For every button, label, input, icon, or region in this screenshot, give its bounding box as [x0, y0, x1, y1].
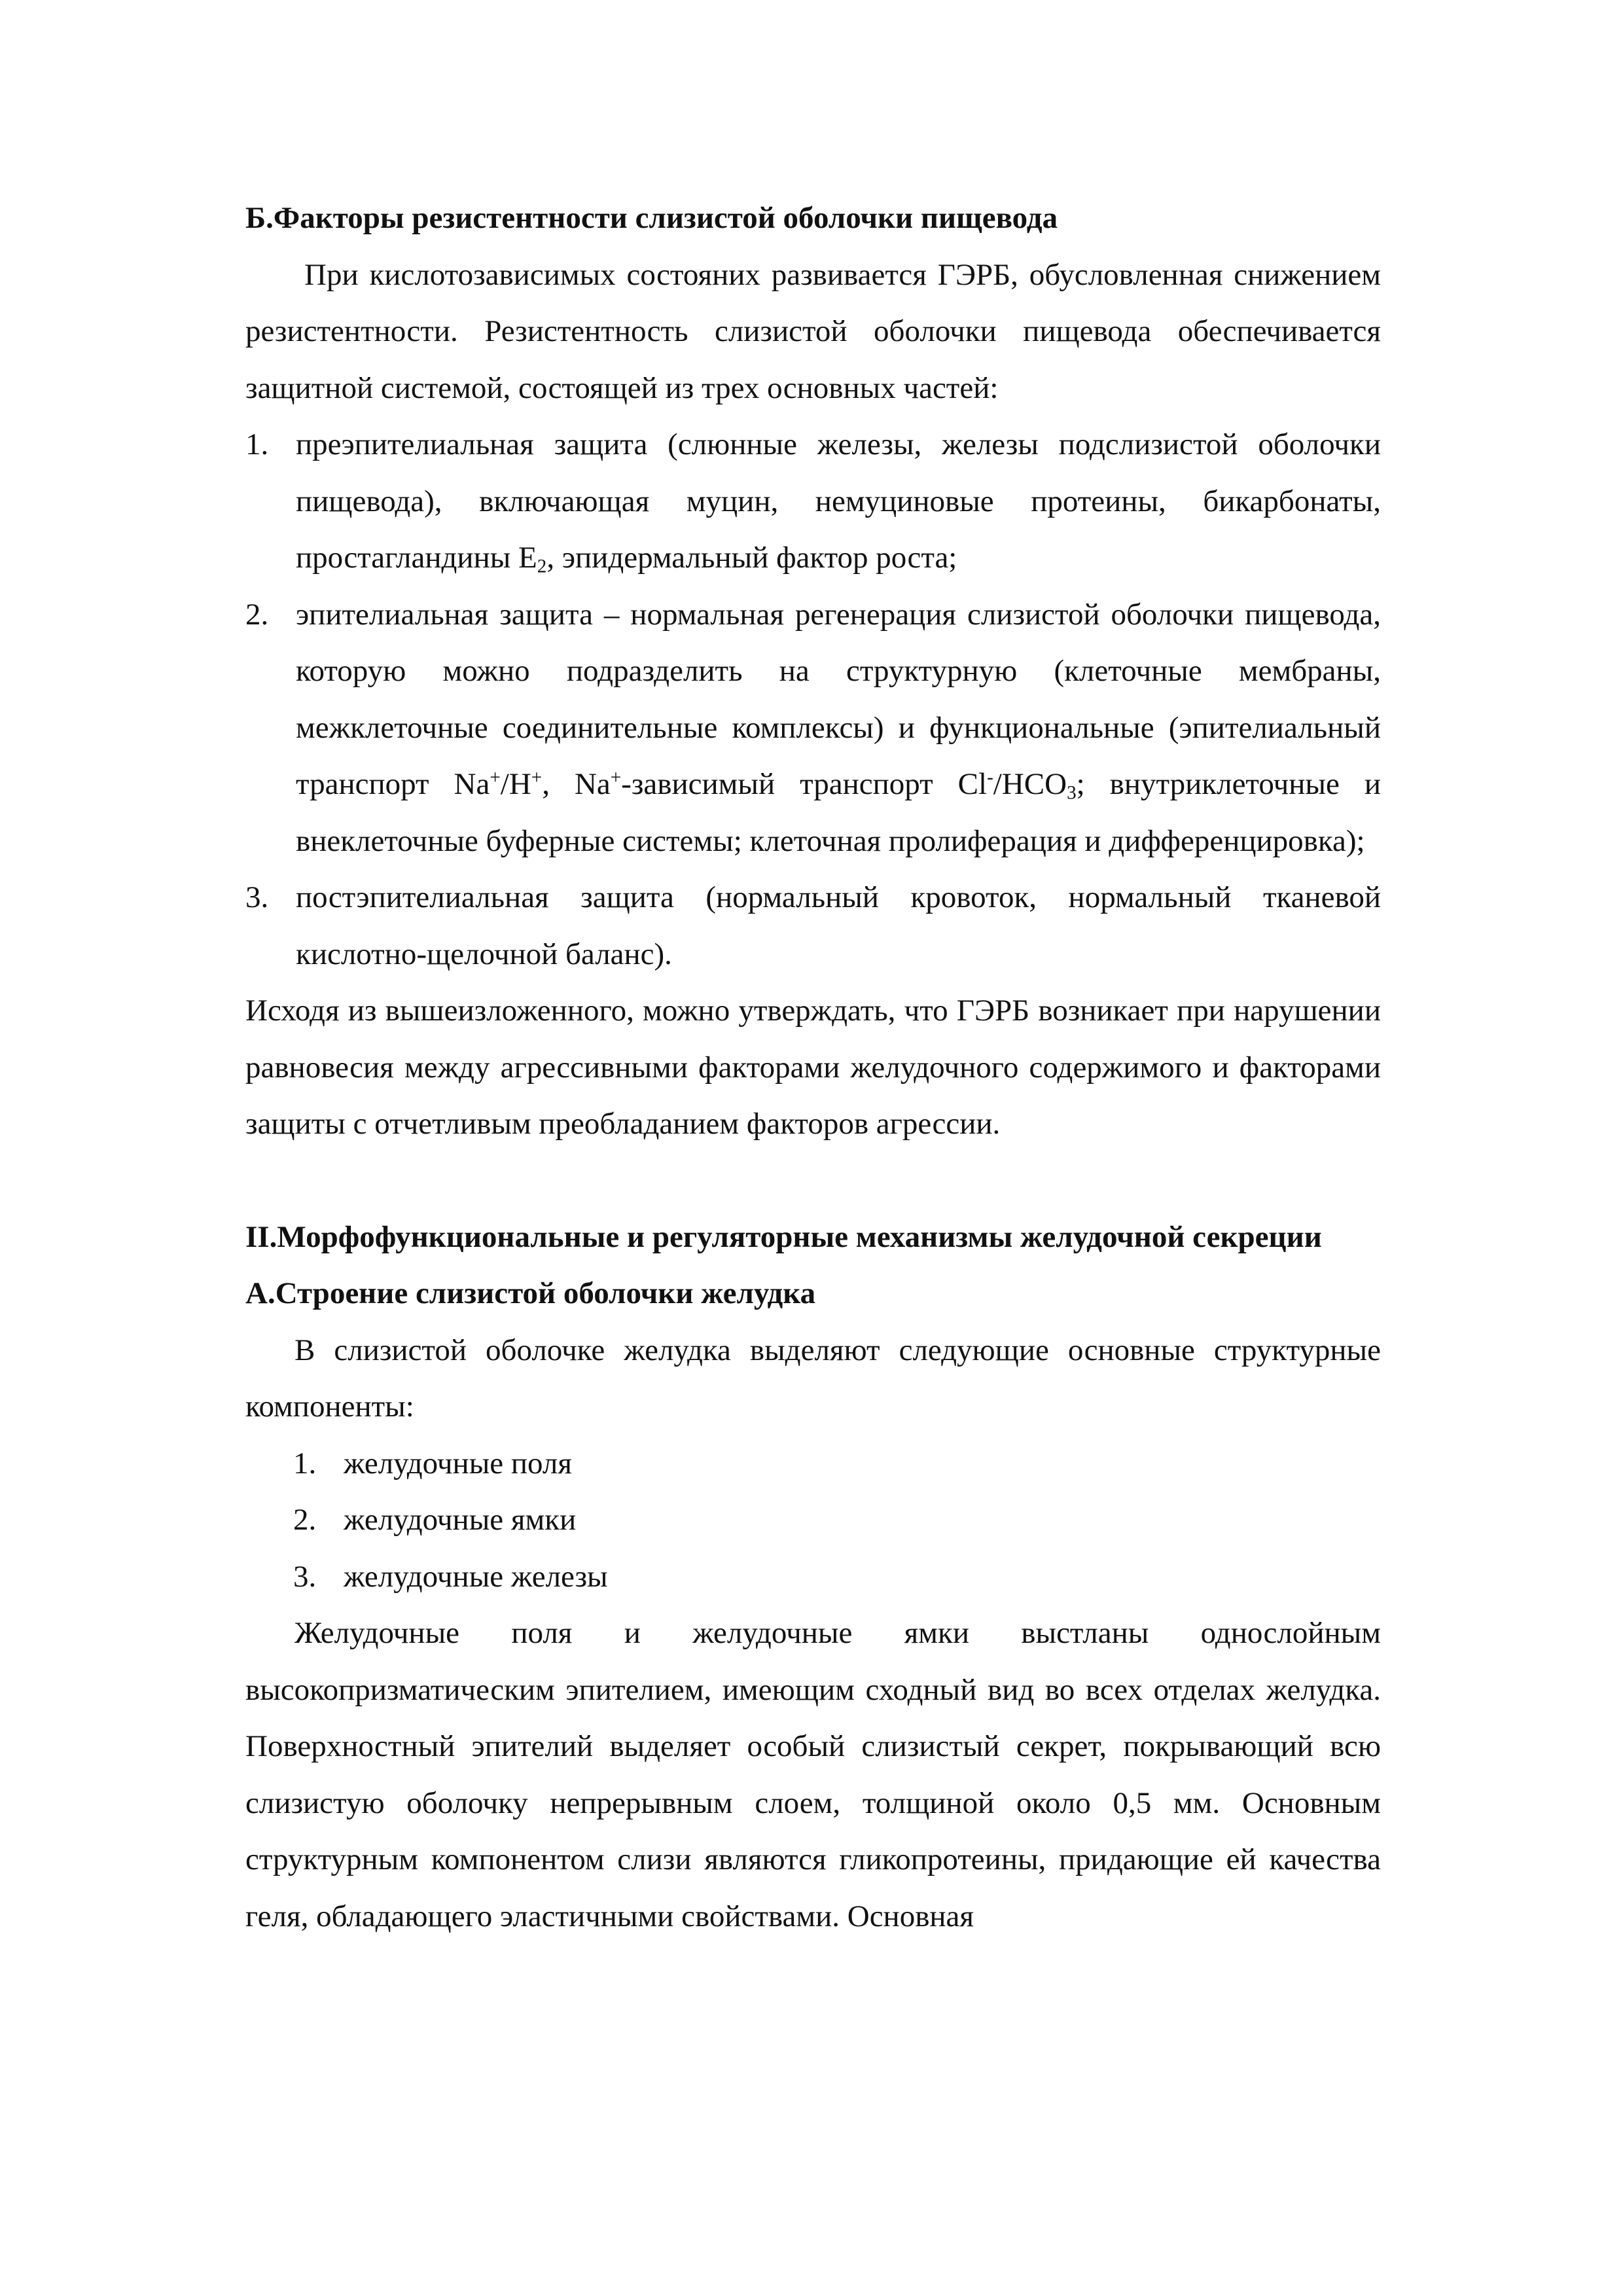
section-b-heading: Б.Факторы резистентности слизистой оболочки пищевода	[245, 201, 1058, 235]
section-a-intro: В слизистой оболочке желудка выделяют следующие основные структурные компоненты:	[245, 1333, 1381, 1424]
list-item: 1. желудочные поля	[245, 1435, 1381, 1492]
list-item-number: 3.	[293, 1559, 317, 1594]
list-item-number: 2.	[293, 1503, 317, 1537]
resistance-list	[245, 416, 1381, 982]
spacer	[245, 1153, 1381, 1209]
list-item-number: 2.	[245, 597, 269, 632]
list-item: 2. эпителиальная защита – нормальная регенерация слизистой оболочки пищевода, которую можно подразделить на структурную (клеточные мембраны, межклеточные соединительные комплексы) и функциональные (эпителиальный транспорт Na+/H+, Na+-зависимый транспорт $Cl^-/HCO_3$; внутриклеточные и внеклеточные буферные системы; клеточная пролиферация и дифференцировка);	[245, 586, 1381, 870]
list-item: 2. желудочные ямки	[245, 1492, 1381, 1549]
document-page	[245, 190, 1381, 1945]
section-b-intro: При кислотозависимых состояних развивается ГЭРБ, обусловленная снижением резистентности. Резистентность слизистой оболочки пищевода обеспечивается защитной системой, состоящей из трех основных частей:	[245, 257, 1381, 405]
list-item-number: 3.	[245, 880, 269, 914]
list-item: 3. постэпителиальная защита (нормальный кровоток, нормальный тканевой кислотно-щелочной баланс).	[245, 869, 1381, 982]
list-item: 1. преэпителиальная защита (слюнные железы, железы подслизистой оболочки пищевода), включающая муцин, немуциновые протеины, бикарбонаты, простагландины $E_2$, эпидермальный фактор роста;	[245, 416, 1381, 586]
list-item: 3. желудочные железы	[245, 1549, 1381, 1605]
list-item-number: 1.	[245, 427, 269, 461]
list-item-number: 1.	[293, 1446, 317, 1480]
section-2-heading: II.Морфофункциональные и регуляторные механизмы желудочной секреции	[245, 1219, 1322, 1254]
section-b-conclusion: Исходя из вышеизложенного, можно утверждать, что ГЭРБ возникает при нарушении равновесия между агрессивными факторами желудочного содержимого и факторами защиты с отчетливым преобладанием факторов агрессии.	[245, 994, 1381, 1141]
components-list	[245, 1435, 1381, 1605]
section-a-heading: А.Строение слизистой оболочки желудка	[245, 1276, 816, 1310]
section-a-body: Желудочные поля и желудочные ямки выстланы однослойным высокопризматическим эпителием, имеющим сходный вид во всех отделах желудка. Поверхностный эпителий выделяет особый слизистый секрет, покрывающий всю слизистую оболочку непрерывным слоем, толщиной около 0,5 мм. Основным структурным компонентом слизи являются гликопротеины, придающие ей качества геля, обладающего эластичными свойствами. Основная	[245, 1616, 1381, 1933]
